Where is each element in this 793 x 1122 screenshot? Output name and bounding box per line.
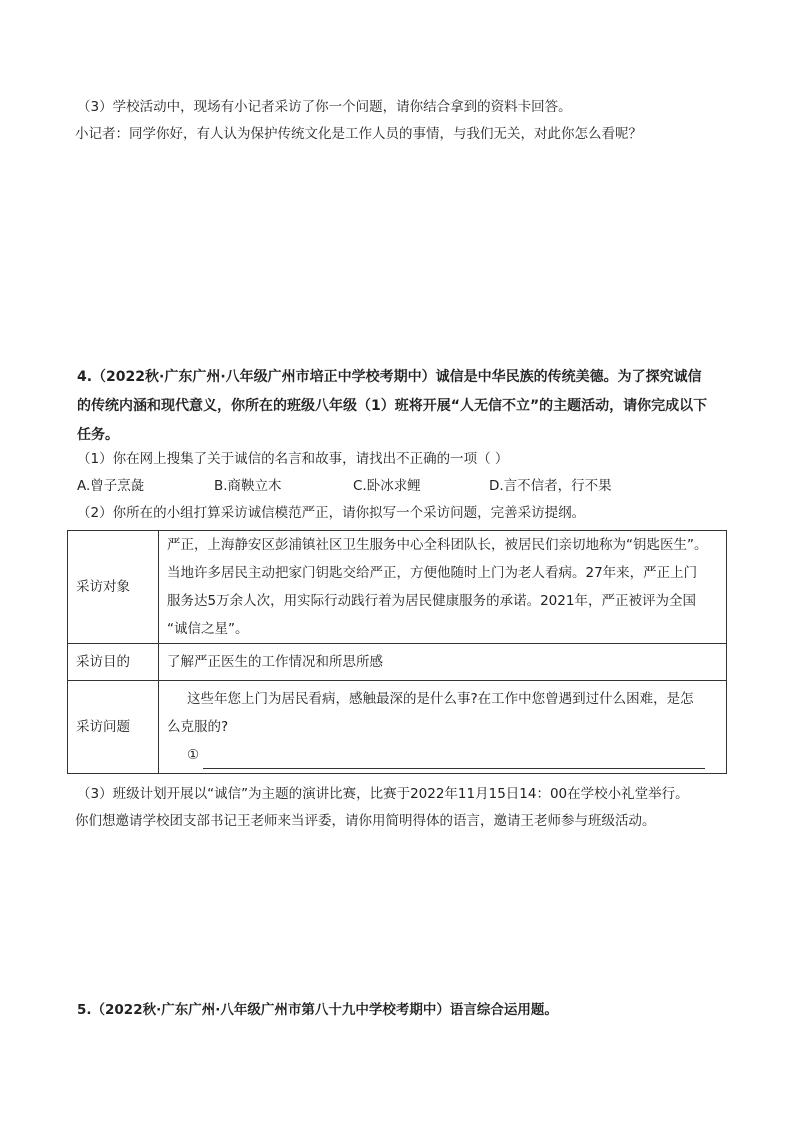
- circled-number-1: ①: [187, 747, 200, 763]
- question-4-heading: [77, 363, 727, 450]
- option-c: C.卧冰求鲤: [353, 478, 421, 494]
- option-d: D.言不信者，行不果: [489, 478, 612, 494]
- table-row: [68, 531, 727, 644]
- interview-outline-table: [67, 530, 727, 774]
- option-a: A.曾子烹彘: [77, 478, 145, 494]
- table-row: [68, 644, 727, 681]
- question-4-sub2: （2）你所在的小组打算采访诚信模范严正，请你拟写一个采访问题，完善采访提纲。: [77, 505, 586, 521]
- answer-line: [167, 741, 718, 769]
- questions-label: 采访问题: [68, 681, 159, 774]
- interviewee-line4: “诚信之星”。: [167, 621, 249, 637]
- question-4-heading-line2: 的传统内涵和现代意义，你所在的班级八年级（1）班将开展“人无信不立”的主题活动，请你完成以下: [77, 398, 708, 414]
- questions-line1: 这些年您上门为居民看病，感触最深的是什么事?在工作中您曾遇到过什么困难，是怎: [187, 691, 694, 707]
- question-4-sub1: （1）你在网上搜集了关于诚信的名言和故事，请找出不正确的一项（ ）: [77, 451, 509, 467]
- purpose-label: 采访目的: [68, 644, 159, 681]
- interviewee-line1: 严正，上海静安区彭浦镇社区卫生服务中心全科团队长，被居民们亲切地称为“钥匙医生”。: [167, 537, 708, 553]
- reporter-question: 小记者：同学你好，有人认为保护传统文化是工作人员的事情，与我们无关，对此你怎么看呢？: [75, 126, 642, 142]
- questions-line2: 么克服的?: [167, 719, 229, 735]
- question-5-heading: 5.（2022秋·广东广州·八年级广州市第八十九中学校考期中）语言综合运用题。: [77, 1002, 558, 1018]
- interviewee-label: 采访对象: [68, 531, 159, 644]
- questions-content: [159, 681, 727, 774]
- question-4-sub3-line2: 你们想邀请学校团支部书记王老师来当评委，请你用简明得体的语言，邀请王老师参与班级活动。: [75, 813, 656, 829]
- interviewee-line3: 服务达5万余人次，用实际行动践行着为居民健康服务的承诺。2021年，严正被评为全国: [167, 593, 696, 609]
- table-row: [68, 681, 727, 774]
- question-3-prompt: （3）学校活动中，现场有小记者采访了你一个问题，请你结合拿到的资料卡回答。: [77, 99, 572, 115]
- question-4-sub3-line1: （3）班级计划开展以“诚信”为主题的演讲比赛，比赛于2022年11月15日14：00在学校小礼堂举行。: [77, 786, 689, 802]
- interviewee-description: [159, 531, 727, 644]
- purpose-content: 了解严正医生的工作情况和所思所感: [159, 644, 727, 681]
- answer-blank[interactable]: [203, 754, 705, 769]
- interviewee-line2: 当地许多居民主动把家门钥匙交给严正，方便他随时上门为老人看病。27年来，严正上门: [167, 565, 698, 581]
- question-4-heading-line1: 4.（2022秋·广东广州·八年级广州市培正中学校考期中）诚信是中华民族的传统美德。为了探究诚信: [77, 369, 702, 385]
- question-4-heading-line3: 任务。: [77, 427, 119, 443]
- option-b: B.商鞅立木: [214, 478, 282, 494]
